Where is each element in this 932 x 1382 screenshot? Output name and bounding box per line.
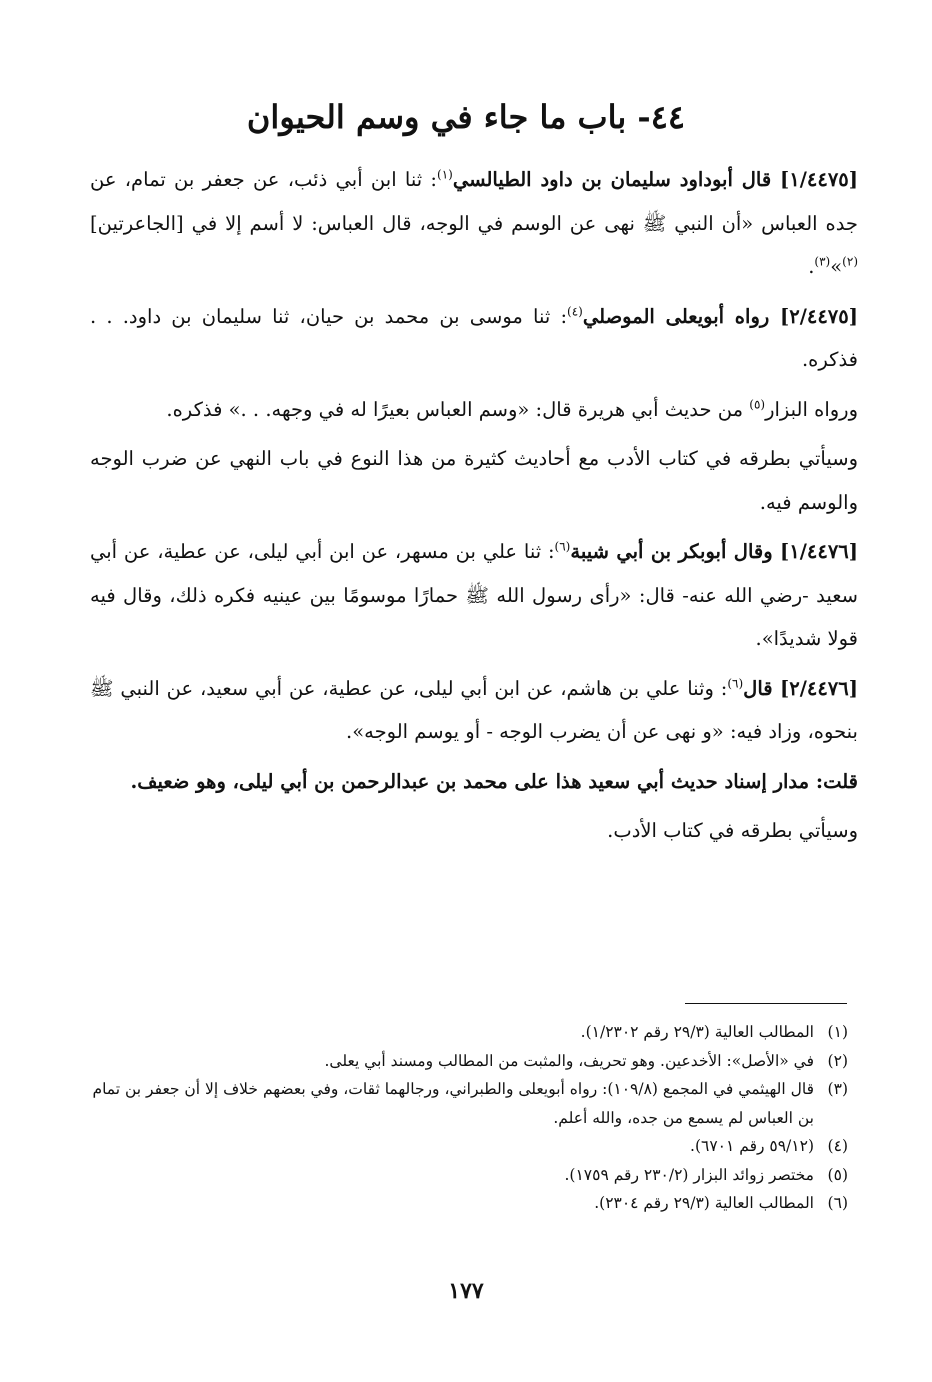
footnote-text: المطالب العالية (٢٩/٣ رقم ١/٢٣٠٢). <box>580 1023 814 1041</box>
main-text <box>90 158 858 859</box>
footnote-text: المطالب العالية (٢٩/٣ رقم ٢٣٠٤). <box>594 1194 814 1212</box>
hadith-ref: [١/٤٤٧٥] قال أبوداود سليمان بن داود الطيالسي <box>452 168 859 191</box>
paragraph-qultu <box>90 760 858 804</box>
paragraph-4475-2 <box>90 295 858 382</box>
paragraph-text: » <box>830 255 843 278</box>
footnote-number: (٥) <box>827 1165 848 1184</box>
footnote-1 <box>80 1018 848 1047</box>
footnote-3 <box>80 1075 848 1132</box>
paragraph-text: : ثنا علي بن مسهر، عن ابن أبي ليلى، عن عطية، عن أبي سعيد -رضي الله عنه- قال: «رأى رسول الله ﷺ حمارًا موسومًا بين عينيه فكره ذلك، وقال فيه قولا شديدًا». <box>90 540 858 650</box>
paragraph-text: : وثنا علي بن هاشم، عن ابن أبي ليلى، عن عطية، عن أبي سعيد، عن النبي ﷺ بنحوه، وزاد فيه: «و نهى عن أن يضرب الوجه - أو يوسم الوجه». <box>90 676 858 743</box>
footnote-marker: (١) <box>437 167 453 182</box>
footnote-5 <box>80 1161 848 1190</box>
paragraph-text: : ثنا موسى بن محمد بن حيان، ثنا سليمان بن داود. . . فذكره. <box>90 304 858 371</box>
paragraph-text: وسيأتي بطرقه في كتاب الأدب. <box>607 819 858 842</box>
footnote-marker: (٥) <box>749 397 766 411</box>
footnote-text: في «الأصل»: الأخدعين. وهو تحريف، والمثبت من المطالب ومسند أبي يعلى. <box>324 1051 814 1070</box>
paragraph-adab-note <box>90 437 858 524</box>
hadith-ref: [١/٤٤٧٦] وقال أبوبكر بن أبي شيبة <box>570 540 859 563</box>
footnote-number: (٢) <box>827 1051 848 1070</box>
paragraph-closing <box>90 809 858 853</box>
paragraph-4475-1 <box>90 158 858 289</box>
footnote-text: (٥٩/١٢ رقم ٦٧٠١). <box>690 1137 814 1155</box>
paragraph-text: : ثنا ابن أبي ذئب، عن جعفر بن تمام، عن جده العباس «أن النبي ﷺ نهى عن الوسم في الوجه، قال العباس: لا أسم إلا في [الجاعرتين] <box>90 168 858 235</box>
footnote-number: (٤) <box>827 1137 848 1155</box>
footnote-text: قال الهيثمي في المجمع (١٠٩/٨): رواه أبويعلى والطبراني، ورجالهما ثقات، وفي بعضهم خلاف إلا أن جعفر بن تمام بن العباس لم يسمع من جده، والله أعلم. <box>92 1080 814 1127</box>
hadith-ref: [٢/٤٤٧٥] رواه أبويعلى الموصلي <box>582 304 858 328</box>
footnote-4 <box>80 1132 848 1161</box>
paragraph-text: ورواه البزار <box>765 397 858 421</box>
footnote-marker: (٦) <box>554 539 571 554</box>
footnote-text: مختصر زوائد البزار (٢٣٠/٢ رقم ١٧٥٩). <box>564 1165 814 1184</box>
footnote-number: (١) <box>827 1023 848 1041</box>
paragraph-4476-2 <box>90 667 858 754</box>
footnote-marker: (٤) <box>567 304 583 318</box>
paragraph-4476-1 <box>90 530 858 661</box>
chapter-title: ٤٤- باب ما جاء في وسم الحيوان <box>246 98 686 136</box>
paragraph-text: . <box>808 255 815 278</box>
footnote-divider <box>685 1003 847 1004</box>
footnote-marker: (٣) <box>814 254 831 269</box>
paragraph-text: من حديث أبي هريرة قال: «وسم العباس بعيرًا له في وجهه. . .» فذكره. <box>166 397 750 421</box>
page-number: ١٧٧ <box>448 1278 484 1304</box>
footnote-6 <box>80 1189 848 1218</box>
footnote-marker: (٢) <box>842 254 858 269</box>
paragraph-text: وسيأتي بطرقه في كتاب الأدب مع أحاديث كثيرة من هذا النوع في باب النهي عن ضرب الوجه والوسم فيه. <box>90 447 858 514</box>
paragraph-bazzar <box>90 388 858 432</box>
footnote-number: (٦) <box>827 1194 848 1212</box>
footnotes <box>80 1018 848 1218</box>
paragraph-text: قلت: مدار إسناد حديث أبي سعيد هذا على محمد بن عبدالرحمن بن أبي ليلى، وهو ضعيف. <box>130 769 858 793</box>
hadith-ref: [٢/٤٤٧٦] قال <box>743 676 858 700</box>
footnote-2 <box>80 1047 848 1076</box>
footnote-number: (٣) <box>827 1080 848 1098</box>
footnote-marker: (٦) <box>727 676 744 690</box>
